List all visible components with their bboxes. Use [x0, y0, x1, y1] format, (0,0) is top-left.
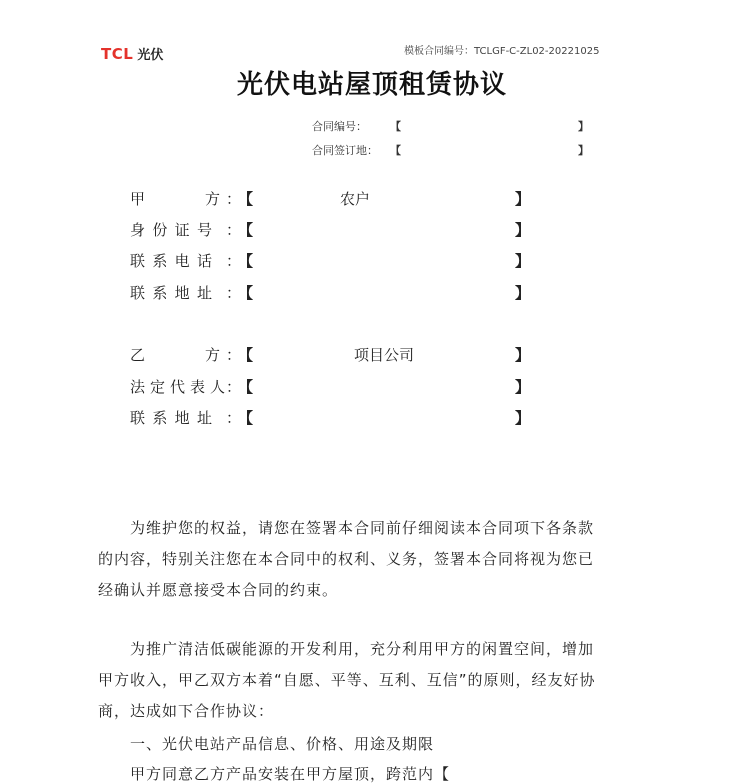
label-char: 地: [174, 409, 190, 427]
section-1-heading: 一、光伏电站产品信息、价格、用途及期限: [130, 735, 435, 753]
bracket-open: 【: [238, 190, 254, 208]
signing-place-label: 合同签订地：: [312, 144, 378, 157]
cutoff-line: 甲方同意乙方产品安装在甲方屋顶，跨范内【: [130, 765, 451, 783]
label-char: 代: [169, 378, 185, 396]
notice-paragraph: 为维护您的权益，请您在签署本合同前仔细阅读本合同项下各条款的内容，特别关注您在本合同中的权利、义务，签署本合同将视为您已经确认并愿意接受本合同的约束。: [98, 519, 595, 599]
label-char: 电: [174, 252, 190, 270]
label-char: 定: [149, 378, 165, 396]
party-a-id-label: [130, 219, 212, 240]
label-char: 系: [152, 284, 168, 302]
contract-number-row: [312, 118, 589, 134]
document-title: 光伏电站屋顶租赁协议: [236, 70, 507, 100]
contract-number-label: 合同编号：: [312, 120, 367, 133]
label-char: 联: [130, 252, 146, 270]
bracket-open: 【: [390, 144, 401, 157]
party-b-rep-label: [130, 376, 225, 397]
logo-brand: TCL: [101, 45, 134, 63]
bracket-open: 【: [238, 221, 254, 239]
label-char: 人: [209, 378, 225, 396]
bracket-open: 【: [390, 120, 401, 133]
bracket-close: 】: [578, 144, 589, 157]
colon: ：: [226, 284, 242, 302]
bracket-close: 】: [515, 190, 531, 208]
label-char: 甲: [130, 190, 146, 208]
label-char: 号: [196, 221, 212, 239]
bracket-close: 】: [515, 221, 531, 239]
intro-paragraph: 为推广清洁低碳能源的开发利用，充分利用甲方的闲置空间，增加甲方收入，甲乙双方本着“自愿、平等、互利、互信”的原则，经友好协商，达成如下合作协议：: [98, 640, 596, 720]
colon: ：: [226, 346, 242, 364]
bracket-close: 】: [515, 284, 531, 302]
colon: ：: [226, 409, 242, 427]
bracket-close: 】: [515, 378, 531, 396]
label-char: 表: [189, 378, 205, 396]
bracket-open: 【: [238, 409, 254, 427]
label-char: 乙: [130, 346, 146, 364]
bracket-close: 】: [578, 120, 589, 133]
label-char: 证: [174, 221, 190, 239]
party-a-phone-label: [130, 250, 212, 271]
label-char: 方: [204, 346, 220, 364]
signing-place-row: [312, 142, 589, 158]
label-char: 址: [196, 409, 212, 427]
colon: ：: [226, 190, 242, 208]
tcl-logo: [101, 44, 163, 63]
logo-product: 光伏: [137, 48, 164, 63]
label-char: 话: [196, 252, 212, 270]
bracket-close: 】: [515, 409, 531, 427]
label-char: 系: [152, 252, 168, 270]
label-char: 法: [130, 378, 146, 396]
label-char: 联: [130, 284, 146, 302]
label-char: 联: [130, 409, 146, 427]
bracket-close: 】: [515, 252, 531, 270]
label-char: 系: [152, 409, 168, 427]
colon: ：: [226, 221, 242, 239]
label-char: 地: [174, 284, 190, 302]
bracket-open: 【: [238, 284, 254, 302]
party-b-label: [130, 344, 220, 365]
label-char: 方: [204, 190, 220, 208]
party-a-value: 农户: [340, 190, 371, 208]
party-b-address-label: [130, 407, 212, 428]
bracket-open: 【: [238, 346, 254, 364]
bracket-open: 【: [238, 252, 254, 270]
colon: ：: [226, 252, 242, 270]
party-b-value: 项目公司: [354, 346, 415, 364]
label-char: 址: [196, 284, 212, 302]
party-a-label: [130, 188, 220, 209]
bracket-close: 】: [515, 346, 531, 364]
label-char: 份: [152, 221, 168, 239]
label-char: 身: [130, 221, 146, 239]
party-a-address-label: [130, 282, 212, 303]
colon: ：: [226, 378, 242, 396]
bracket-open: 【: [238, 378, 254, 396]
template-number: 模板合同编号：TCLGF-C-ZL02-20221025: [404, 46, 600, 57]
